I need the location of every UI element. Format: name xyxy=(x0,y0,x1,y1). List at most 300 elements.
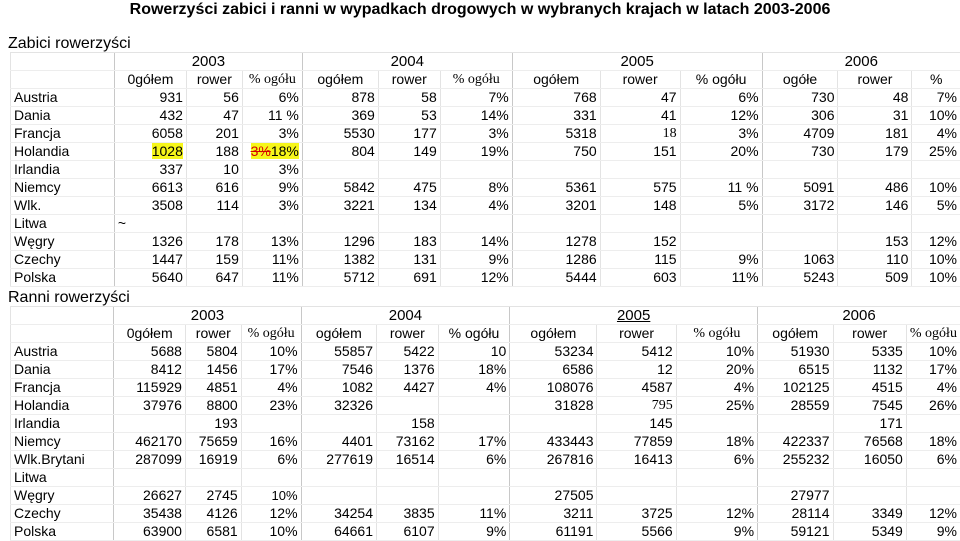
data-cell: 6515 xyxy=(758,361,833,379)
data-cell: 12% xyxy=(241,505,301,523)
data-cell: 5530 xyxy=(302,125,378,143)
data-cell: 5318 xyxy=(512,125,600,143)
country-cell: Irlandia xyxy=(11,161,115,179)
country-cell: Wlk.Brytani xyxy=(11,451,114,469)
data-cell: 11% xyxy=(242,251,302,269)
country-cell: Czechy xyxy=(11,251,115,269)
data-cell: 5091 xyxy=(762,179,838,197)
data-cell: 12% xyxy=(676,505,757,523)
data-cell: 11% xyxy=(438,505,510,523)
killed-year-2004: 2004 xyxy=(302,53,512,71)
data-cell: 28559 xyxy=(758,397,833,415)
data-cell: 7% xyxy=(912,89,960,107)
data-cell: 10% xyxy=(676,343,757,361)
data-cell: 691 xyxy=(378,269,440,287)
killed-section-label: Zabici rowerzyści xyxy=(8,35,131,53)
data-cell: 27977 xyxy=(758,487,833,505)
data-cell: 4% xyxy=(440,197,512,215)
data-cell: 64661 xyxy=(301,523,376,541)
data-cell xyxy=(438,469,510,487)
data-cell: 12 xyxy=(597,361,676,379)
table-row xyxy=(11,397,960,415)
data-cell xyxy=(597,469,676,487)
data-cell xyxy=(512,161,600,179)
data-cell: 4515 xyxy=(833,379,906,397)
column-header: 0gółem xyxy=(114,71,186,89)
data-cell: 616 xyxy=(186,179,242,197)
data-cell: 25% xyxy=(912,143,960,161)
data-cell: 108076 xyxy=(510,379,597,397)
data-cell: 8412 xyxy=(114,361,186,379)
data-cell xyxy=(906,415,960,433)
data-cell xyxy=(242,143,302,161)
data-cell: 63900 xyxy=(114,523,186,541)
data-cell xyxy=(114,415,186,433)
data-cell xyxy=(912,161,960,179)
killed-year-2003: 2003 xyxy=(114,53,302,71)
data-cell: 5444 xyxy=(512,269,600,287)
data-cell: 4851 xyxy=(185,379,241,397)
data-cell: 10 xyxy=(438,343,510,361)
data-cell: 10% xyxy=(912,179,960,197)
data-cell: 4% xyxy=(912,125,960,143)
data-cell: 20% xyxy=(676,361,757,379)
data-cell xyxy=(377,397,439,415)
data-cell: 10% xyxy=(241,343,301,361)
injured-section-label: Ranni rowerzyści xyxy=(8,289,130,307)
data-cell: 5% xyxy=(912,197,960,215)
data-cell: 134 xyxy=(378,197,440,215)
data-cell: 3201 xyxy=(512,197,600,215)
injured-year-2005: 2005 xyxy=(510,307,758,325)
data-cell: 277619 xyxy=(301,451,376,469)
data-cell: 6% xyxy=(241,451,301,469)
data-cell xyxy=(114,143,186,161)
data-cell: 6581 xyxy=(185,523,241,541)
data-cell xyxy=(512,215,600,233)
data-cell: 26627 xyxy=(114,487,186,505)
table-row xyxy=(11,215,960,233)
injured-year-2004: 2004 xyxy=(301,307,510,325)
data-cell: 5349 xyxy=(833,523,906,541)
column-header: rower xyxy=(833,325,906,343)
data-cell xyxy=(302,161,378,179)
table-row xyxy=(11,269,960,287)
data-cell: 6% xyxy=(680,89,762,107)
country-cell: Węgry xyxy=(11,233,115,251)
data-cell: 287099 xyxy=(114,451,186,469)
data-cell: 18 xyxy=(600,125,680,143)
data-cell xyxy=(912,215,960,233)
data-cell: 18% xyxy=(676,433,757,451)
data-cell: 432 xyxy=(114,107,186,125)
data-cell: 178 xyxy=(186,233,242,251)
injured-year-2006: 2006 xyxy=(758,307,960,325)
table-row xyxy=(11,523,960,541)
data-cell: 159 xyxy=(186,251,242,269)
data-cell xyxy=(241,469,301,487)
data-cell: 5361 xyxy=(512,179,600,197)
data-cell: 3349 xyxy=(833,505,906,523)
data-cell: 267816 xyxy=(510,451,597,469)
data-cell: 768 xyxy=(512,89,600,107)
data-cell: 51930 xyxy=(758,343,833,361)
data-cell: 34254 xyxy=(301,505,376,523)
data-cell: 422337 xyxy=(758,433,833,451)
data-cell: 1296 xyxy=(302,233,378,251)
table-row xyxy=(11,433,960,451)
data-cell xyxy=(676,415,757,433)
data-cell: 20% xyxy=(680,143,762,161)
country-cell: Litwa xyxy=(11,469,114,487)
data-cell: 3% xyxy=(242,161,302,179)
data-cell: 12% xyxy=(440,269,512,287)
highlighted-value: 1028 xyxy=(152,143,183,159)
data-cell: 750 xyxy=(512,143,600,161)
data-cell xyxy=(838,215,912,233)
data-cell: 433443 xyxy=(510,433,597,451)
data-cell: 16514 xyxy=(377,451,439,469)
data-cell: 149 xyxy=(378,143,440,161)
country-cell: Austria xyxy=(11,343,114,361)
table-row xyxy=(11,197,960,215)
data-cell xyxy=(185,469,241,487)
data-cell: 11% xyxy=(680,269,762,287)
data-cell: 47 xyxy=(600,89,680,107)
data-cell: ~ xyxy=(114,215,186,233)
data-cell: 27505 xyxy=(510,487,597,505)
data-cell: 5842 xyxy=(302,179,378,197)
column-header: rower xyxy=(185,325,241,343)
data-cell: 5243 xyxy=(762,269,838,287)
data-cell: 5804 xyxy=(185,343,241,361)
column-header: % ogółu xyxy=(906,325,960,343)
country-cell: Polska xyxy=(11,523,114,541)
table-row xyxy=(11,251,960,269)
data-cell: 12% xyxy=(680,107,762,125)
data-cell xyxy=(438,415,510,433)
data-cell xyxy=(438,487,510,505)
country-cell: Węgry xyxy=(11,487,114,505)
killed-year-2006: 2006 xyxy=(762,53,960,71)
column-header: ogółem xyxy=(302,71,378,89)
data-cell: 647 xyxy=(186,269,242,287)
data-cell: 1063 xyxy=(762,251,838,269)
column-header: rower xyxy=(377,325,439,343)
data-cell: 9% xyxy=(680,251,762,269)
data-cell: 18% xyxy=(438,361,510,379)
data-cell xyxy=(186,215,242,233)
data-cell: 179 xyxy=(838,143,912,161)
data-cell: 11% xyxy=(242,269,302,287)
data-cell xyxy=(676,469,757,487)
data-cell: 16413 xyxy=(597,451,676,469)
table-row xyxy=(11,125,960,143)
data-cell xyxy=(241,415,301,433)
data-cell: 255232 xyxy=(758,451,833,469)
data-cell: 177 xyxy=(378,125,440,143)
data-cell: 878 xyxy=(302,89,378,107)
data-cell: 1376 xyxy=(377,361,439,379)
data-cell xyxy=(510,415,597,433)
table-row xyxy=(11,379,960,397)
column-header: ogółem xyxy=(758,325,833,343)
data-cell: 16% xyxy=(241,433,301,451)
data-cell: 16919 xyxy=(185,451,241,469)
column-header: rower xyxy=(597,325,676,343)
data-cell: 931 xyxy=(114,89,186,107)
data-cell: 4% xyxy=(241,379,301,397)
table-row xyxy=(11,107,960,125)
data-cell: 3% xyxy=(680,125,762,143)
data-cell: 59121 xyxy=(758,523,833,541)
data-cell: 12% xyxy=(912,233,960,251)
table-row xyxy=(11,415,960,433)
data-cell xyxy=(378,215,440,233)
data-cell: 331 xyxy=(512,107,600,125)
data-cell xyxy=(680,233,762,251)
killed-year-row xyxy=(11,53,960,71)
data-cell: 17% xyxy=(906,361,960,379)
data-cell: 1286 xyxy=(512,251,600,269)
data-cell: 153 xyxy=(838,233,912,251)
data-cell: 10% xyxy=(912,107,960,125)
country-cell: Francja xyxy=(11,125,115,143)
data-cell: 5335 xyxy=(833,343,906,361)
data-cell: 1326 xyxy=(114,233,186,251)
data-cell: 8800 xyxy=(185,397,241,415)
data-cell: 110 xyxy=(838,251,912,269)
data-cell: 4709 xyxy=(762,125,838,143)
data-cell: 6613 xyxy=(114,179,186,197)
table-row xyxy=(11,343,960,361)
data-cell: 306 xyxy=(762,107,838,125)
country-cell: Holandia xyxy=(11,143,115,161)
column-header: rower xyxy=(186,71,242,89)
data-cell: 152 xyxy=(600,233,680,251)
column-header: ogółem xyxy=(512,71,600,89)
column-header: % ogółu xyxy=(241,325,301,343)
data-cell: 19% xyxy=(440,143,512,161)
table-row xyxy=(11,143,960,161)
data-cell xyxy=(114,469,186,487)
column-header: ogółem xyxy=(301,325,376,343)
data-cell: 55857 xyxy=(301,343,376,361)
data-cell: 25% xyxy=(676,397,757,415)
data-cell xyxy=(378,161,440,179)
data-cell: 145 xyxy=(597,415,676,433)
country-cell: Holandia xyxy=(11,397,114,415)
data-cell: 9% xyxy=(906,523,960,541)
country-cell: Dania xyxy=(11,361,114,379)
data-cell: 11 % xyxy=(242,107,302,125)
data-cell: 7545 xyxy=(833,397,906,415)
data-cell xyxy=(438,397,510,415)
data-cell: 509 xyxy=(838,269,912,287)
data-cell: 75659 xyxy=(185,433,241,451)
data-cell: 3% xyxy=(242,197,302,215)
data-cell: 201 xyxy=(186,125,242,143)
data-cell: 11 % xyxy=(680,179,762,197)
data-cell: 193 xyxy=(185,415,241,433)
data-cell: 1082 xyxy=(301,379,376,397)
data-cell: 9% xyxy=(676,523,757,541)
data-cell: 5412 xyxy=(597,343,676,361)
column-header: % ogółu xyxy=(242,71,302,89)
data-cell: 1456 xyxy=(185,361,241,379)
struck-value: 3% xyxy=(251,143,271,159)
data-cell: 3725 xyxy=(597,505,676,523)
data-cell: 4% xyxy=(906,379,960,397)
data-cell: 462170 xyxy=(114,433,186,451)
data-cell: 37976 xyxy=(114,397,186,415)
data-cell: 23% xyxy=(241,397,301,415)
data-cell xyxy=(377,487,439,505)
data-cell: 48 xyxy=(838,89,912,107)
data-cell: 6107 xyxy=(377,523,439,541)
column-header: rower xyxy=(378,71,440,89)
data-cell: 804 xyxy=(302,143,378,161)
data-cell xyxy=(242,215,302,233)
column-header: % ogółu xyxy=(680,71,762,89)
data-cell: 9% xyxy=(438,523,510,541)
data-cell: 6% xyxy=(906,451,960,469)
column-header: ogółe xyxy=(762,71,838,89)
data-cell: 73162 xyxy=(377,433,439,451)
column-header: 0gółem xyxy=(114,325,186,343)
data-cell: 28114 xyxy=(758,505,833,523)
data-cell xyxy=(440,215,512,233)
country-cell: Irlandia xyxy=(11,415,114,433)
data-cell: 32326 xyxy=(301,397,376,415)
data-cell xyxy=(762,215,838,233)
data-cell: 4% xyxy=(676,379,757,397)
injured-year-2003: 2003 xyxy=(114,307,301,325)
data-cell: 3% xyxy=(440,125,512,143)
data-cell: 148 xyxy=(600,197,680,215)
data-cell: 2745 xyxy=(185,487,241,505)
data-cell: 475 xyxy=(378,179,440,197)
table-row xyxy=(11,487,960,505)
data-cell xyxy=(906,487,960,505)
killed-subheader-row xyxy=(11,71,960,89)
data-cell: 603 xyxy=(600,269,680,287)
data-cell: 18% xyxy=(906,433,960,451)
data-cell: 6% xyxy=(676,451,757,469)
data-cell: 35438 xyxy=(114,505,186,523)
highlighted-value: 18% xyxy=(271,143,299,159)
data-cell: 3211 xyxy=(510,505,597,523)
data-cell: 47 xyxy=(186,107,242,125)
data-cell: 3172 xyxy=(762,197,838,215)
data-cell: 10% xyxy=(912,269,960,287)
data-cell xyxy=(758,469,833,487)
data-cell: 13% xyxy=(242,233,302,251)
data-cell: 1447 xyxy=(114,251,186,269)
data-cell: 183 xyxy=(378,233,440,251)
data-cell: 1278 xyxy=(512,233,600,251)
injured-year-row xyxy=(11,307,960,325)
data-cell: 486 xyxy=(838,179,912,197)
country-cell: Litwa xyxy=(11,215,115,233)
data-cell: 10% xyxy=(241,487,301,505)
data-cell xyxy=(680,161,762,179)
data-cell: 10 xyxy=(186,161,242,179)
data-cell xyxy=(600,161,680,179)
data-cell: 5% xyxy=(680,197,762,215)
data-cell: 12% xyxy=(906,505,960,523)
data-cell: 181 xyxy=(838,125,912,143)
data-cell: 4126 xyxy=(185,505,241,523)
data-cell: 16050 xyxy=(833,451,906,469)
data-cell xyxy=(600,215,680,233)
table-row xyxy=(11,361,960,379)
table-row xyxy=(11,89,960,107)
data-cell: 171 xyxy=(833,415,906,433)
column-header: rower xyxy=(600,71,680,89)
data-cell xyxy=(301,469,376,487)
data-cell: 56 xyxy=(186,89,242,107)
data-cell xyxy=(377,469,439,487)
data-cell: 188 xyxy=(186,143,242,161)
data-cell: 3835 xyxy=(377,505,439,523)
data-cell xyxy=(758,415,833,433)
data-cell: 1382 xyxy=(302,251,378,269)
page-title: Rowerzyści zabici i ranni w wypadkach drogowych w wybranych krajach w latach 2003-2006 xyxy=(0,1,960,19)
data-cell: 7546 xyxy=(301,361,376,379)
data-cell: 6586 xyxy=(510,361,597,379)
data-cell: 131 xyxy=(378,251,440,269)
data-cell xyxy=(762,233,838,251)
data-cell: 8% xyxy=(440,179,512,197)
data-cell: 115 xyxy=(600,251,680,269)
country-cell: Austria xyxy=(11,89,115,107)
data-cell: 9% xyxy=(440,251,512,269)
country-cell: Niemcy xyxy=(11,433,114,451)
country-cell: Francja xyxy=(11,379,114,397)
data-cell: 53234 xyxy=(510,343,597,361)
table-row xyxy=(11,161,960,179)
data-cell: 31828 xyxy=(510,397,597,415)
column-header: % ogółu xyxy=(440,71,512,89)
data-cell: 337 xyxy=(114,161,186,179)
data-cell: 795 xyxy=(597,397,676,415)
data-cell: 3508 xyxy=(114,197,186,215)
data-cell: 114 xyxy=(186,197,242,215)
table-row xyxy=(11,451,960,469)
column-header: rower xyxy=(838,71,912,89)
data-cell: 58 xyxy=(378,89,440,107)
data-cell xyxy=(597,487,676,505)
data-cell: 31 xyxy=(838,107,912,125)
data-cell: 369 xyxy=(302,107,378,125)
data-cell: 151 xyxy=(600,143,680,161)
data-cell: 4401 xyxy=(301,433,376,451)
table-row xyxy=(11,233,960,251)
data-cell xyxy=(510,469,597,487)
table-row xyxy=(11,179,960,197)
data-cell xyxy=(676,487,757,505)
data-cell: 3221 xyxy=(302,197,378,215)
data-cell: 102125 xyxy=(758,379,833,397)
data-cell: 5566 xyxy=(597,523,676,541)
column-header: % ogółu xyxy=(438,325,510,343)
data-cell: 17% xyxy=(241,361,301,379)
column-header: ogółem xyxy=(510,325,597,343)
data-cell: 6% xyxy=(438,451,510,469)
country-cell: Polska xyxy=(11,269,115,287)
data-cell: 4% xyxy=(438,379,510,397)
